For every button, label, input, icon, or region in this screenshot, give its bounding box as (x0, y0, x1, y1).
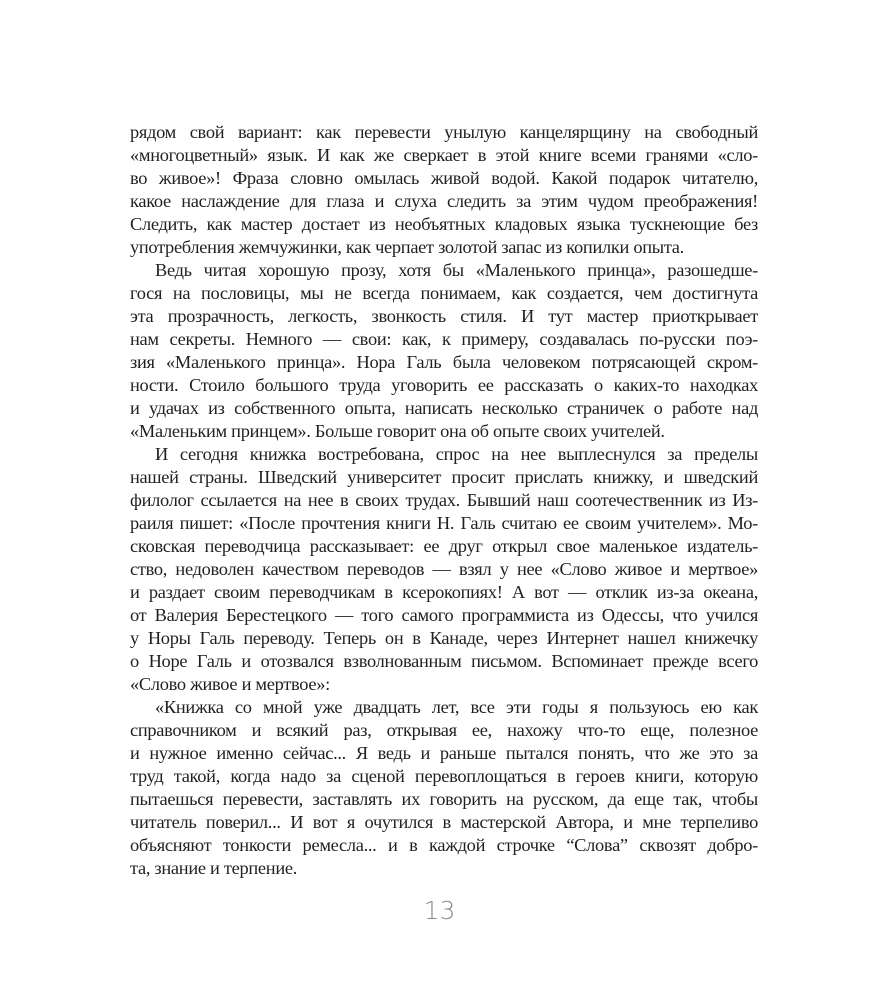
text-line: сковская переводчица рассказывает: ее друг открыл свое маленькое издатель- (130, 536, 758, 556)
page-number: 13 (423, 896, 456, 925)
text-line: ство, недоволен качеством переводов — взял у нее «Слово живое и мертвое» (130, 559, 758, 579)
text-line: «Книжка со мной уже двадцать лет, все эти годы я пользуюсь ею как (155, 697, 758, 717)
text-line: эта прозрачность, легкость, звонкость стиля. И тут мастер приоткрывает (130, 306, 758, 326)
paragraph (130, 121, 758, 259)
text-line: гося на пословицы, мы не всегда понимаем, как создается, чем достигнута (130, 283, 758, 303)
text-line: и удачах из собственного опыта, написать несколько страничек о работе над (130, 398, 758, 418)
text-line: Следить, как мастер достает из необъятных кладовых языка тускнеющие без (130, 214, 758, 234)
text-line: и нужное именно сейчас... Я ведь и раньше пытался понять, что же это за (130, 743, 758, 763)
text-line: Ведь читая хорошую прозу, хотя бы «Маленького принца», разошедше- (155, 260, 758, 280)
text-line: и раздает своим переводчикам в ксерокопиях! А вот — отклик из-за океана, (130, 582, 758, 602)
text-line: читатель поверил... И вот я очутился в мастерской Автора, и мне терпеливо (130, 812, 758, 832)
text-line: «Маленьким принцем». Больше говорит она об опыте своих учителей. (130, 421, 665, 441)
text-line: та, знание и терпение. (130, 858, 298, 878)
page-body (130, 121, 758, 880)
text-line: филолог ссылается на нее в своих трудах. Бывший наш соотечественник из Из- (130, 490, 758, 510)
text-line: «многоцветный» язык. И как же сверкает в этой книге всеми гранями «сло- (130, 145, 758, 165)
text-line: употребления жемчужинки, как черпает золотой запас из копилки опыта. (130, 237, 684, 257)
text-line: о Норе Галь и отозвался взволнованным письмом. Вспоминает прежде всего (130, 651, 758, 671)
paragraph (130, 443, 758, 696)
paragraph (130, 696, 758, 880)
text-line: ности. Стоило большого труда уговорить ее рассказать о каких-то находках (130, 375, 758, 395)
text-line: объясняют тонкости ремесла... и в каждой строчке “Слова” сквозят добро- (130, 835, 758, 855)
text-line: какое наслаждение для глаза и слуха следить за этим чудом преображения! (130, 191, 758, 211)
text-line: от Валерия Берестецкого — того самого программиста из Одессы, что учился (130, 605, 758, 625)
text-line: пытаешься перевести, заставлять их говорить на русском, да еще так, чтобы (130, 789, 758, 809)
text-line: «Слово живое и мертвое»: (130, 674, 330, 694)
text-line: труд такой, когда надо за сценой перевоплощаться в героев книги, которую (130, 766, 758, 786)
paragraph (130, 259, 758, 443)
text-line: у Норы Галь переводу. Теперь он в Канаде, через Интернет нашел книжечку (130, 628, 758, 648)
text-line: рядом свой вариант: как перевести унылую канцелярщину на свободный (130, 122, 758, 142)
text-line: во живое»! Фраза словно омылась живой водой. Какой подарок читателю, (130, 168, 758, 188)
text-line: раиля пишет: «После прочтения книги Н. Галь считаю ее своим учителем». Мо- (130, 513, 758, 533)
text-line: нам секреты. Немного — свои: как, к примеру, создавалась по-русски поэ- (130, 329, 758, 349)
text-line: зия «Маленького принца». Нора Галь была человеком потрясающей скром- (130, 352, 758, 372)
text-line: нашей страны. Шведский университет просит прислать книжку, и шведский (130, 467, 758, 487)
text-line: справочником и всякий раз, открывая ее, нахожу что-то еще, полезное (130, 720, 758, 740)
text-line: И сегодня книжка востребована, спрос на нее выплеснулся за пределы (155, 444, 758, 464)
